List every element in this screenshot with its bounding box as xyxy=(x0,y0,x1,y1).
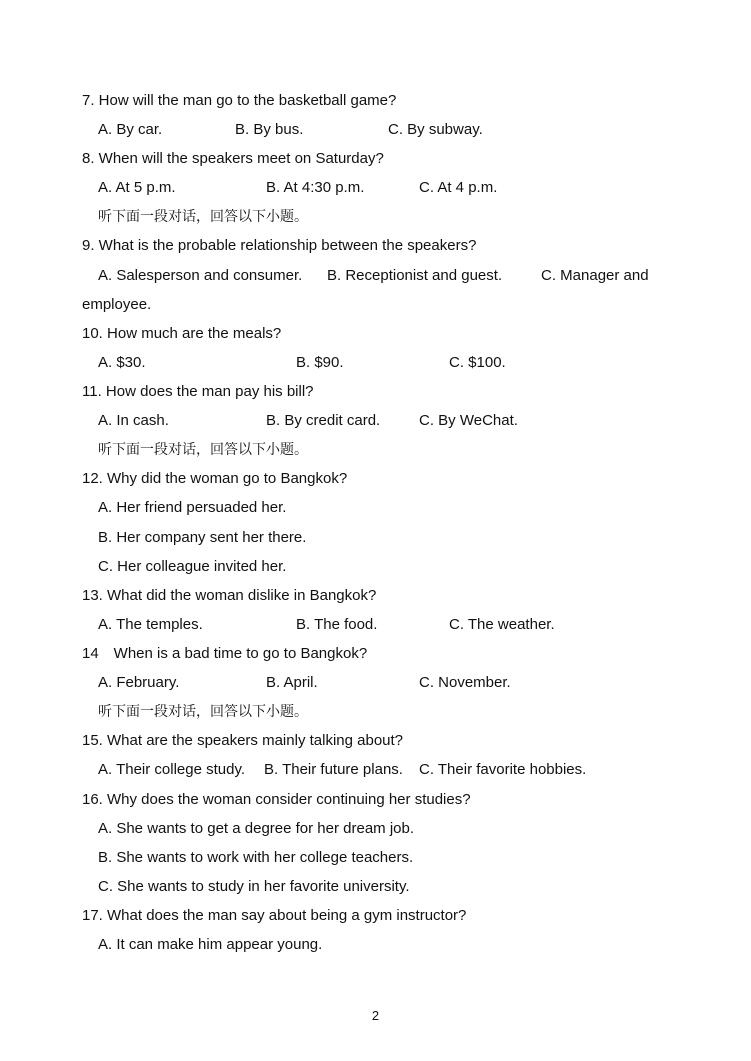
question-13-option-c: C. The weather. xyxy=(449,616,555,633)
question-8-stem: 8. When will the speakers meet on Saturday? xyxy=(82,150,384,167)
question-8-option-a: A. At 5 p.m. xyxy=(98,179,176,196)
question-8-option-b: B. At 4:30 p.m. xyxy=(266,179,365,196)
question-10-option-a: A. $30. xyxy=(98,354,146,371)
question-15-option-a: A. Their college study. xyxy=(98,761,246,778)
question-11-option-b: B. By credit card. xyxy=(266,412,381,429)
question-9-option-c-continued: employee. xyxy=(82,296,152,313)
question-8-option-c: C. At 4 p.m. xyxy=(419,179,498,196)
question-7-option-b: B. By bus. xyxy=(235,121,304,138)
question-16-option-b: B. She wants to work with her college teachers. xyxy=(98,849,414,866)
question-9-option-b: B. Receptionist and guest. xyxy=(327,267,503,284)
question-16-option-a: A. She wants to get a degree for her dream job. xyxy=(98,820,415,837)
question-9-stem: 9. What is the probable relationship between the speakers? xyxy=(82,237,477,254)
question-10-stem: 10. How much are the meals? xyxy=(82,325,282,342)
question-13-option-b: B. The food. xyxy=(296,616,378,633)
question-15-option-b: B. Their future plans. xyxy=(264,761,403,778)
question-9-option-c: C. Manager and xyxy=(541,267,649,284)
question-14-option-b: B. April. xyxy=(266,674,318,691)
question-9-option-a: A. Salesperson and consumer. xyxy=(98,267,303,284)
question-15-option-c: C. Their favorite hobbies. xyxy=(419,761,587,778)
question-14-stem: 14 When is a bad time to go to Bangkok? xyxy=(82,645,368,662)
question-12-option-c: C. Her colleague invited her. xyxy=(98,558,287,575)
question-7-option-c: C. By subway. xyxy=(388,121,483,138)
question-17-option-a: A. It can make him appear young. xyxy=(98,936,323,953)
question-16-option-c: C. She wants to study in her favorite university. xyxy=(98,878,410,895)
question-14-option-c: C. November. xyxy=(419,674,511,691)
question-10-option-c: C. $100. xyxy=(449,354,506,371)
question-13-option-a: A. The temples. xyxy=(98,616,203,633)
section-instruction: 听下面一段对话，回答以下小题。 xyxy=(98,209,308,225)
section-instruction: 听下面一段对话，回答以下小题。 xyxy=(98,704,308,720)
question-16-stem: 16. Why does the woman consider continuing her studies? xyxy=(82,791,471,808)
question-11-option-a: A. In cash. xyxy=(98,412,169,429)
page-number: 2 xyxy=(371,1008,380,1023)
question-14-option-a: A. February. xyxy=(98,674,180,691)
question-7-option-a: A. By car. xyxy=(98,121,163,138)
question-12-option-a: A. Her friend persuaded her. xyxy=(98,499,287,516)
question-11-stem: 11. How does the man pay his bill? xyxy=(82,383,314,400)
question-12-stem: 12. Why did the woman go to Bangkok? xyxy=(82,470,348,487)
question-10-option-b: B. $90. xyxy=(296,354,344,371)
question-15-stem: 15. What are the speakers mainly talking about? xyxy=(82,732,404,749)
question-11-option-c: C. By WeChat. xyxy=(419,412,518,429)
question-12-option-b: B. Her company sent her there. xyxy=(98,529,307,546)
question-13-stem: 13. What did the woman dislike in Bangkok? xyxy=(82,587,377,604)
question-17-stem: 17. What does the man say about being a gym instructor? xyxy=(82,907,467,924)
section-instruction: 听下面一段对话，回答以下小题。 xyxy=(98,442,308,458)
question-7-stem: 7. How will the man go to the basketball game? xyxy=(82,92,397,109)
